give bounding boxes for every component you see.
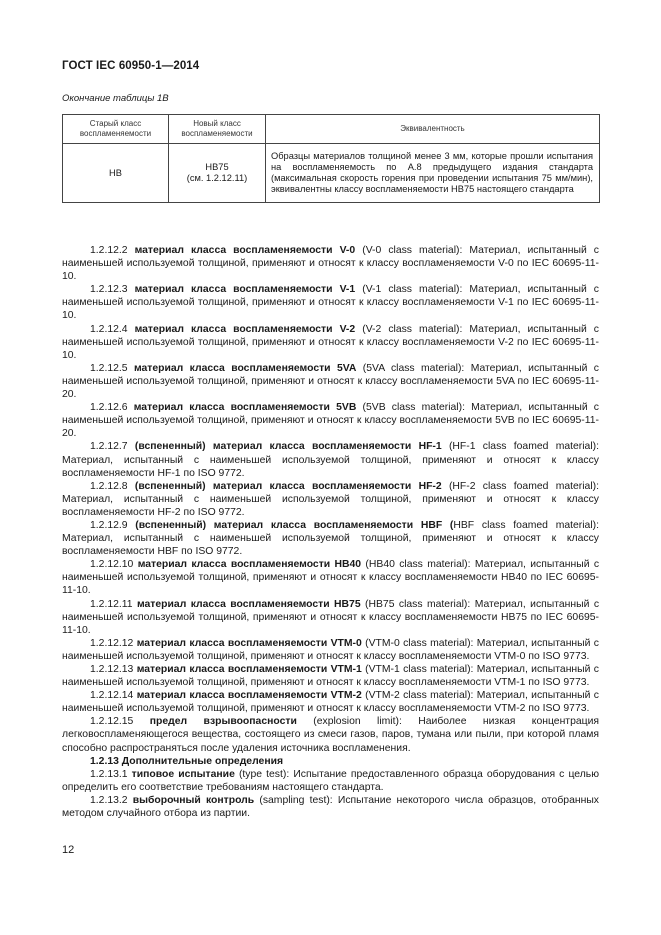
clause-definition: HBF class foamed material): Материал, испытанный с наименьшей используемой толщиной, применяют и относят к классу воспламеняемости HBF по ISO 9772. — [62, 519, 599, 558]
clause-paragraph — [62, 715, 599, 754]
clause-term: (вспененный) материал класса воспламеняемости HBF ( — [135, 519, 454, 531]
cell-equivalence: Образцы материалов толщиной менее 3 мм, которые прошли испытания на воспламеняемость по А.8 предыдущего издания стандарта (максимальная скорость горения при проведении испытания 75 мм/мин), эквивалентны классу воспламеняемости HB75 настоящего стандарта — [266, 144, 600, 203]
clause-definition: (type test): Испытание предоставленного образца оборудования с целью определить его соответствие требованиям настоящего стандарта. — [62, 768, 599, 793]
clause-definition: (HF-2 class foamed material): Материал, испытанный с наименьшей используемой толщиной, применяют и относят к классу воспламеняемости HF-2 по ISO 9772. — [62, 480, 599, 518]
page-number: 12 — [62, 844, 75, 856]
clause-definition: (HB40 class material): Материал, испытанный с наименьшей используемой толщиной, применяют и относят к классу воспламеняемости HB40 по IEC 60695-11-10. — [62, 559, 600, 597]
clause-term: выборочный контроль — [132, 794, 255, 806]
section-heading — [62, 755, 599, 768]
clause-number: 1.2.12.13 — [90, 664, 134, 675]
clause-paragraph — [62, 598, 599, 637]
clause-paragraph — [62, 768, 599, 794]
clause-number: 1.2.12.6 — [90, 402, 128, 414]
clause-term: материал класса воспламеняемости 5VA — [133, 362, 357, 374]
clause-paragraph — [62, 440, 599, 479]
clause-term: материал класса воспламеняемости 5VB — [133, 402, 357, 414]
clause-definition: (V-2 class material): Материал, испытанный с наименьшей используемой толщиной, применяют и относят к классу воспламеняемости V-2 по IEC 60695-11-10. — [62, 323, 600, 361]
clause-definition: (VTM-0 class material): Материал, испытанный с наименьшей используемой толщиной, применяют и относят к классу воспламеняемости VTM-0 по ISO 9773. — [62, 637, 599, 662]
clause-number: 1.2.12.2 — [90, 245, 128, 256]
clause-definition: (VTM-2 class material): Материал, испытанный с наименьшей используемой толщиной, применяют и относят к классу воспламеняемости VTM-2 по ISO 9773. — [62, 690, 599, 715]
body-text — [62, 244, 599, 820]
table-row — [63, 144, 600, 203]
clause-term: материал класса воспламеняемости VTM-2 — [136, 690, 362, 702]
clause-definition: (explosion limit): Наиболее низкая концентрация легковоспламеняющегося вещества, состоящего из смеси газов, паров, тумана или пыли, при которой пламя способно распространяться после удаления источника воспламенения. — [62, 716, 600, 754]
table-header-row — [63, 115, 600, 144]
clause-definition: (sampling test): Испытание некоторого числа образцов, отобранных методом случайного отбора из партии. — [62, 794, 599, 820]
section-title: Дополнительные определения — [121, 755, 284, 767]
new-class-reference: (см. 1.2.12.11) — [186, 173, 248, 183]
clause-term: материал класса воспламеняемости HB75 — [136, 598, 361, 610]
clause-definition: (5VA class material): Материал, испытанный с наименьшей используемой толщиной, применяют и относят к классу воспламеняемости 5VA по IEC 60695-11-20. — [62, 362, 599, 401]
clause-term: материал класса воспламеняемости VTM-0 — [136, 637, 362, 649]
clause-paragraph — [62, 519, 599, 558]
clause-paragraph — [62, 401, 599, 440]
clause-paragraph — [62, 637, 599, 663]
clause-definition: (VTM-1 class material): Материал, испытанный с наименьшей используемой толщиной, применяют и относят к классу воспламеняемости VTM-1 по ISO 9773. — [62, 664, 599, 689]
clause-term: материал класса воспламеняемости V-1 — [134, 284, 356, 296]
clause-paragraph — [62, 323, 599, 362]
column-header-new-class: Новый класс воспламеняемости — [169, 115, 266, 144]
clause-number: 1.2.12.11 — [90, 598, 133, 610]
flammability-table — [62, 114, 600, 203]
clause-number: 1.2.12.9 — [90, 519, 128, 531]
clause-term: материал класса воспламеняемости V-0 — [134, 245, 356, 256]
clause-paragraph — [62, 794, 599, 820]
clause-paragraph — [62, 480, 599, 519]
clause-paragraph — [62, 663, 599, 689]
clause-term: предел взрывоопасности — [149, 716, 297, 728]
clause-term: (вспененный) материал класса воспламеняемости HF-2 — [134, 480, 442, 492]
clause-number: 1.2.12.5 — [90, 362, 128, 374]
clause-number: 1.2.12.7 — [90, 441, 128, 453]
cell-old-class: HB — [63, 144, 169, 203]
cell-new-class — [169, 144, 266, 203]
clause-number: 1.2.12.14 — [90, 690, 134, 702]
clause-definition: (5VB class material): Материал, испытанный с наименьшей используемой толщиной, применяют и относят к классу воспламеняемости 5VB по IEC 60695-11-20. — [62, 402, 599, 440]
clause-number: 1.2.12.15 — [90, 716, 134, 728]
clause-number: 1.2.12.3 — [90, 284, 128, 296]
clause-paragraph — [62, 244, 599, 283]
clause-number: 1.2.12.12 — [90, 637, 134, 649]
clause-number: 1.2.12.10 — [90, 559, 134, 571]
new-class-value: HB75 — [205, 162, 229, 172]
clause-paragraph — [62, 283, 599, 322]
standard-header: ГОСТ IEC 60950-1—2014 — [62, 60, 200, 72]
clause-number: 1.2.12.8 — [90, 480, 128, 492]
clause-definition: (HB75 class material): Материал, испытанный с наименьшей используемой толщиной, применяют и относят к классу воспламеняемости HB75 по IEC 60695-11-10. — [62, 598, 600, 636]
clause-paragraph — [62, 558, 599, 597]
clause-definition: (V-1 class material): Материал, испытанный с наименьшей используемой толщиной, применяют и относят к классу воспламеняемости V-1 по IEC 60695-11-10. — [62, 284, 600, 322]
clause-paragraph — [62, 362, 599, 401]
column-header-old-class: Старый класс воспламеняемости — [63, 115, 169, 144]
clause-paragraph — [62, 689, 599, 715]
section-number: 1.2.13 — [90, 755, 119, 767]
table-caption: Окончание таблицы 1В — [62, 93, 169, 104]
clause-number: 1.2.13.2 — [90, 794, 128, 806]
clause-term: типовое испытание — [131, 768, 235, 780]
clause-term: (вспененный) материал класса воспламеняемости HF-1 — [134, 441, 442, 453]
column-header-equivalence: Эквивалентность — [266, 115, 600, 144]
clause-number: 1.2.13.1 — [90, 768, 128, 780]
clause-term: материал класса воспламеняемости VTM-1 — [136, 664, 362, 675]
clause-term: материал класса воспламеняемости HB40 — [137, 559, 362, 571]
clause-number: 1.2.12.4 — [90, 323, 128, 335]
clause-term: материал класса воспламеняемости V-2 — [134, 323, 356, 335]
clause-definition: (HF-1 class foamed material): Материал, испытанный с наименьшей используемой толщиной, применяют и относят к классу воспламеняемости HF-1 по ISO 9772. — [62, 441, 599, 479]
clause-definition: (V-0 class material): Материал, испытанный с наименьшей используемой толщиной, применяют и относят к классу воспламеняемости V-0 по IEC 60695-11-10. — [62, 245, 600, 283]
